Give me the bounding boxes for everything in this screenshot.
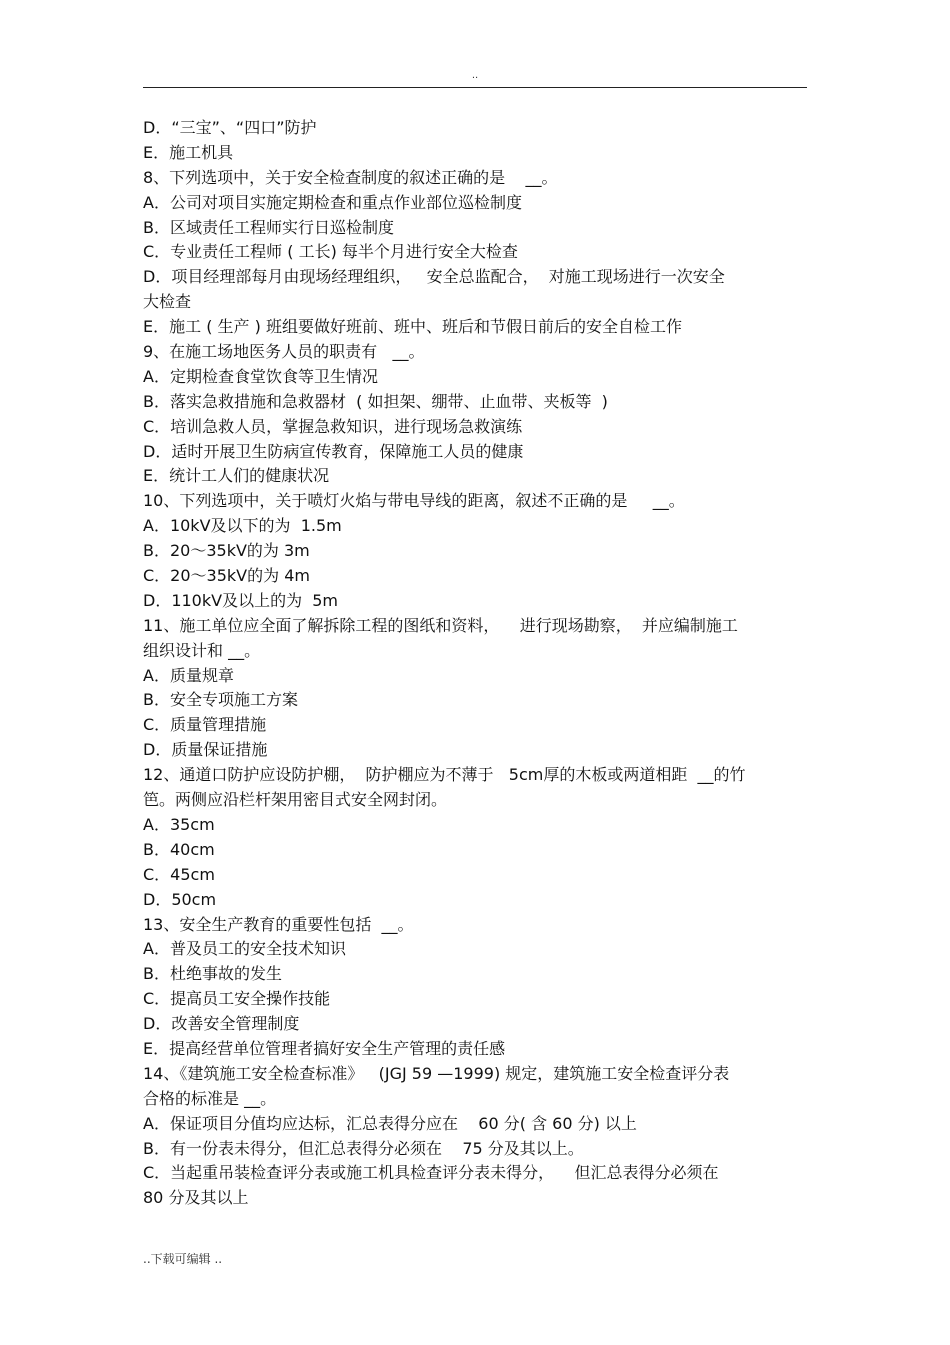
- text-line: D．项目经理部每月由现场经理组织， 安全总监配合， 对施工现场进行一次安全: [143, 267, 725, 287]
- text-line: A．定期检查食堂饮食等卫生情况: [143, 366, 378, 386]
- text-line: C．20～35kV的为 4m: [143, 566, 310, 586]
- text-line: B．安全专项施工方案: [143, 690, 298, 710]
- text-line: C．培训急救人员，掌握急救知识，进行现场急救演练: [143, 416, 523, 436]
- text-line: 12、通道口防护应设防护棚， 防护棚应为不薄于 5cm厚的木板或两道相距 __的竹: [143, 765, 746, 785]
- text-line: B．落实急救措施和急救器材 ( 如担架、绷带、止血带、夹板等 ): [143, 391, 608, 411]
- text-line: 11、施工单位应全面了解拆除工程的图纸和资料， 进行现场勘察， 并应编制施工: [143, 615, 738, 635]
- text-line: C．质量管理措施: [143, 715, 267, 735]
- text-line: 10、下列选项中，关于喷灯火焰与带电导线的距离，叙述不正确的是 __。: [143, 491, 685, 511]
- text-line: D．“三宝”、“四口”防护: [143, 118, 317, 137]
- text-line: D．50cm: [143, 889, 217, 909]
- text-line: 80 分及其以上: [143, 1188, 249, 1208]
- text-line: C．专业责任工程师 ( 工长) 每半个月进行安全大检查: [143, 242, 518, 262]
- text-line: E．施工机具: [143, 142, 234, 162]
- document-body: [143, 116, 811, 1211]
- text-line: 笆。两侧应沿栏杆架用密目式安全网封闭。: [143, 790, 448, 810]
- text-line: A．质量规章: [143, 665, 234, 685]
- text-line: A．保证项目分值均应达标，汇总表得分应在 60 分( 含 60 分) 以上: [143, 1113, 637, 1133]
- text-line: 合格的标准是 __。: [143, 1088, 277, 1108]
- text-line: B．40cm: [143, 839, 215, 859]
- text-line: D．适时开展卫生防病宣传教育，保障施工人员的健康: [143, 441, 524, 461]
- text-line: B．区域责任工程师实行日巡检制度: [143, 217, 394, 237]
- text-line: A．普及员工的安全技术知识: [143, 939, 346, 959]
- text-line: D．改善安全管理制度: [143, 1014, 300, 1034]
- text-line: B．有一份表未得分，但汇总表得分必须在 75 分及其以上。: [143, 1138, 584, 1158]
- text-line: 8、下列选项中，关于安全检查制度的叙述正确的是 __。: [143, 167, 558, 187]
- text-line: A．公司对项目实施定期检查和重点作业部位巡检制度: [143, 192, 522, 212]
- text-line: E．统计工人们的健康状况: [143, 466, 330, 486]
- text-line: E．提高经营单位管理者搞好安全生产管理的责任感: [143, 1038, 506, 1058]
- text-line: D．110kV及以上的为 5m: [143, 590, 339, 610]
- text-line: B．20～35kV的为 3m: [143, 541, 310, 561]
- text-line: A．35cm: [143, 814, 215, 834]
- header-rule: [143, 87, 807, 88]
- text-line: 大检查: [143, 292, 192, 312]
- text-line: C．提高员工安全操作技能: [143, 989, 331, 1009]
- text-line: 14、《建筑施工安全检查标准》 (JGJ 59 —1999) 规定，建筑施工安全检查评分表: [143, 1063, 730, 1083]
- text-line: B．杜绝事故的发生: [143, 964, 282, 984]
- text-line: 组织设计和 __。: [143, 640, 261, 660]
- text-line: 13、安全生产教育的重要性包括 __。: [143, 914, 414, 934]
- text-line: D．质量保证措施: [143, 740, 268, 760]
- text-line: A．10kV及以下的为 1.5m: [143, 516, 342, 536]
- text-line: E．施工 ( 生产 ) 班组要做好班前、班中、班后和节假日前后的安全自检工作: [143, 317, 682, 337]
- text-line: 9、在施工场地医务人员的职责有 __。: [143, 342, 425, 362]
- text-line: C．当起重吊装检查评分表或施工机具检查评分表未得分， 但汇总表得分必须在: [143, 1163, 719, 1183]
- text-line: C．45cm: [143, 864, 215, 884]
- header-mark: ..: [471, 70, 479, 81]
- footer-text: ..下载可编辑 ..: [143, 1252, 223, 1266]
